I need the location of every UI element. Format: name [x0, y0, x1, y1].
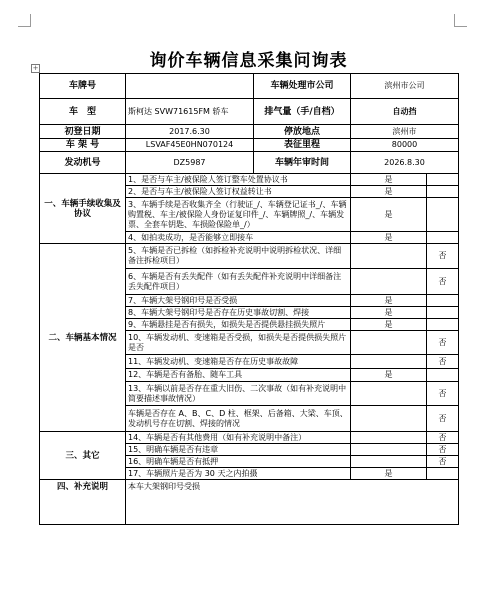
- answer-no[interactable]: [427, 232, 459, 244]
- supplement-label: 四、补充说明: [40, 480, 126, 525]
- reg-date-value[interactable]: 2017.6.30: [126, 125, 254, 139]
- answer-no[interactable]: [427, 307, 459, 319]
- answer-no[interactable]: [427, 295, 459, 307]
- displacement-value[interactable]: 自动挡: [351, 99, 459, 125]
- crop-mark-top-right: [454, 14, 467, 27]
- answer-no[interactable]: 否: [427, 355, 459, 369]
- checklist-item: 9、车辆悬挂是否有损失，如损失是否提供悬挂损失照片: [126, 319, 351, 331]
- checklist-item: 2、是否与车主/被保险人签订权益转让书: [126, 186, 351, 198]
- checklist-item: 15、明确车辆是否有违章: [126, 444, 351, 456]
- answer-yes[interactable]: 是: [351, 319, 427, 331]
- location-value[interactable]: 滨州市: [351, 125, 459, 139]
- inspection-value[interactable]: 2026.8.30: [351, 152, 459, 174]
- inspection-label: 车辆年审时间: [254, 152, 351, 174]
- answer-yes[interactable]: [351, 355, 427, 369]
- answer-yes[interactable]: [351, 331, 427, 355]
- checklist-item: 12、车辆是否有备胎、随车工具: [126, 369, 351, 382]
- answer-no[interactable]: 否: [427, 244, 459, 269]
- info-row-vin: [40, 139, 459, 152]
- model-value[interactable]: 斯柯达 SVW71615FM 轿车: [126, 99, 254, 125]
- checklist-item: 8、车辆大架号钢印号是否存在历史事故切割、焊接: [126, 307, 351, 319]
- checklist-item: 6、车辆是否有丢失配件（如有丢失配件补充说明中详细备注丢失配件项目）: [126, 269, 351, 295]
- checklist-item: 14、车辆是否有其他费用（如有补充说明中备注）: [126, 432, 351, 444]
- answer-yes[interactable]: 是: [351, 295, 427, 307]
- answer-yes[interactable]: [351, 406, 427, 432]
- answer-no[interactable]: 否: [427, 406, 459, 432]
- answer-no[interactable]: [427, 369, 459, 382]
- answer-no[interactable]: 否: [427, 432, 459, 444]
- checklist-item: 13、车辆以前是否存在重大旧伤、二次事故（如有补充说明中简要描述事故情况）: [126, 382, 351, 406]
- checklist-row: [40, 244, 459, 269]
- supplement-text[interactable]: 本车大架钢印号受损: [126, 480, 459, 525]
- answer-yes[interactable]: 是: [351, 369, 427, 382]
- answer-yes[interactable]: [351, 269, 427, 295]
- checklist-item: 1、是否与车主/被保险人签订整车处置协议书: [126, 174, 351, 186]
- handler-label: 车辆处理市公司: [254, 74, 351, 99]
- answer-no[interactable]: [427, 186, 459, 198]
- answer-yes[interactable]: 是: [351, 186, 427, 198]
- answer-yes[interactable]: 是: [351, 468, 427, 480]
- section-title-other: 三、其它: [40, 432, 126, 480]
- answer-no[interactable]: 否: [427, 456, 459, 468]
- answer-yes[interactable]: [351, 382, 427, 406]
- answer-no[interactable]: 否: [427, 269, 459, 295]
- answer-yes[interactable]: [351, 432, 427, 444]
- answer-no[interactable]: 否: [427, 382, 459, 406]
- answer-no[interactable]: [427, 468, 459, 480]
- vin-value[interactable]: LSVAF45E0HN070124: [126, 139, 254, 152]
- checklist-item: 16、明确车辆是否有抵押: [126, 456, 351, 468]
- answer-yes[interactable]: [351, 456, 427, 468]
- model-label: 车 型: [40, 99, 126, 125]
- info-row-plate: [40, 74, 459, 99]
- plate-label: 车牌号: [40, 74, 126, 99]
- displacement-label: 排气量（手/自档）: [254, 99, 351, 125]
- section-title-procedures: 一、车辆手续收集及协议: [40, 174, 126, 244]
- checklist-row: [40, 174, 459, 186]
- document-title: 询价车辆信息采集问询表: [149, 51, 348, 71]
- vin-label: 车 架 号: [40, 139, 126, 152]
- location-label: 停放地点: [254, 125, 351, 139]
- answer-no[interactable]: [427, 174, 459, 186]
- info-row-model: [40, 99, 459, 125]
- checklist-item: 10、车辆发动机、变速箱是否受损，如损失是否提供损失照片是否: [126, 331, 351, 355]
- engine-value[interactable]: DZ5987: [126, 152, 254, 174]
- answer-no[interactable]: 否: [427, 444, 459, 456]
- answer-yes[interactable]: [351, 244, 427, 269]
- handler-value[interactable]: 滨州市公司: [351, 74, 459, 99]
- checklist-item: 4、如拍卖成功，是否能够立即接车: [126, 232, 351, 244]
- odometer-label: 表征里程: [254, 139, 351, 152]
- engine-label: 发动机号: [40, 152, 126, 174]
- table-move-handle-icon[interactable]: +: [32, 64, 39, 72]
- plate-value[interactable]: [126, 74, 254, 99]
- info-row-reg-date: [40, 125, 459, 139]
- checklist-item: 车辆是否存在 A、B、C、D 柱、框架、后备箱、大梁、车顶、发动机号存在切割、焊接的情况: [126, 406, 351, 432]
- checklist-item: 7、车辆大架号钢印号是否受损: [126, 295, 351, 307]
- answer-yes[interactable]: [351, 444, 427, 456]
- answer-yes[interactable]: 是: [351, 307, 427, 319]
- answer-no[interactable]: [427, 319, 459, 331]
- inquiry-table: [39, 73, 459, 525]
- answer-no[interactable]: 否: [427, 331, 459, 355]
- answer-yes[interactable]: 是: [351, 174, 427, 186]
- checklist-item: 3、车辆手续是否收集齐全（行驶证_/、车辆登记证书_/、车辆购置税、车主/被保险人身份证复印件_/、车辆牌照_/、车辆发票、全套车钥匙、车损险保险单_/）: [126, 198, 351, 232]
- checklist-row: [40, 432, 459, 444]
- reg-date-label: 初登日期: [40, 125, 126, 139]
- section-title-basic: 二、车辆基本情况: [40, 244, 126, 432]
- answer-yes[interactable]: 是: [351, 198, 427, 232]
- answer-no[interactable]: [427, 198, 459, 232]
- crop-mark-top-left: [18, 14, 31, 27]
- checklist-item: 5、车辆是否已拆检（如拆检补充说明中说明拆检状况、详细备注拆检项目）: [126, 244, 351, 269]
- info-row-engine: [40, 152, 459, 174]
- checklist-item: 11、车辆发动机、变速箱是否存在历史事故故障: [126, 355, 351, 369]
- odometer-value[interactable]: 80000: [351, 139, 459, 152]
- supplement-row: [40, 480, 459, 525]
- answer-yes[interactable]: 是: [351, 232, 427, 244]
- checklist-item: 17、车辆照片是否为 30 天之内拍摄: [126, 468, 351, 480]
